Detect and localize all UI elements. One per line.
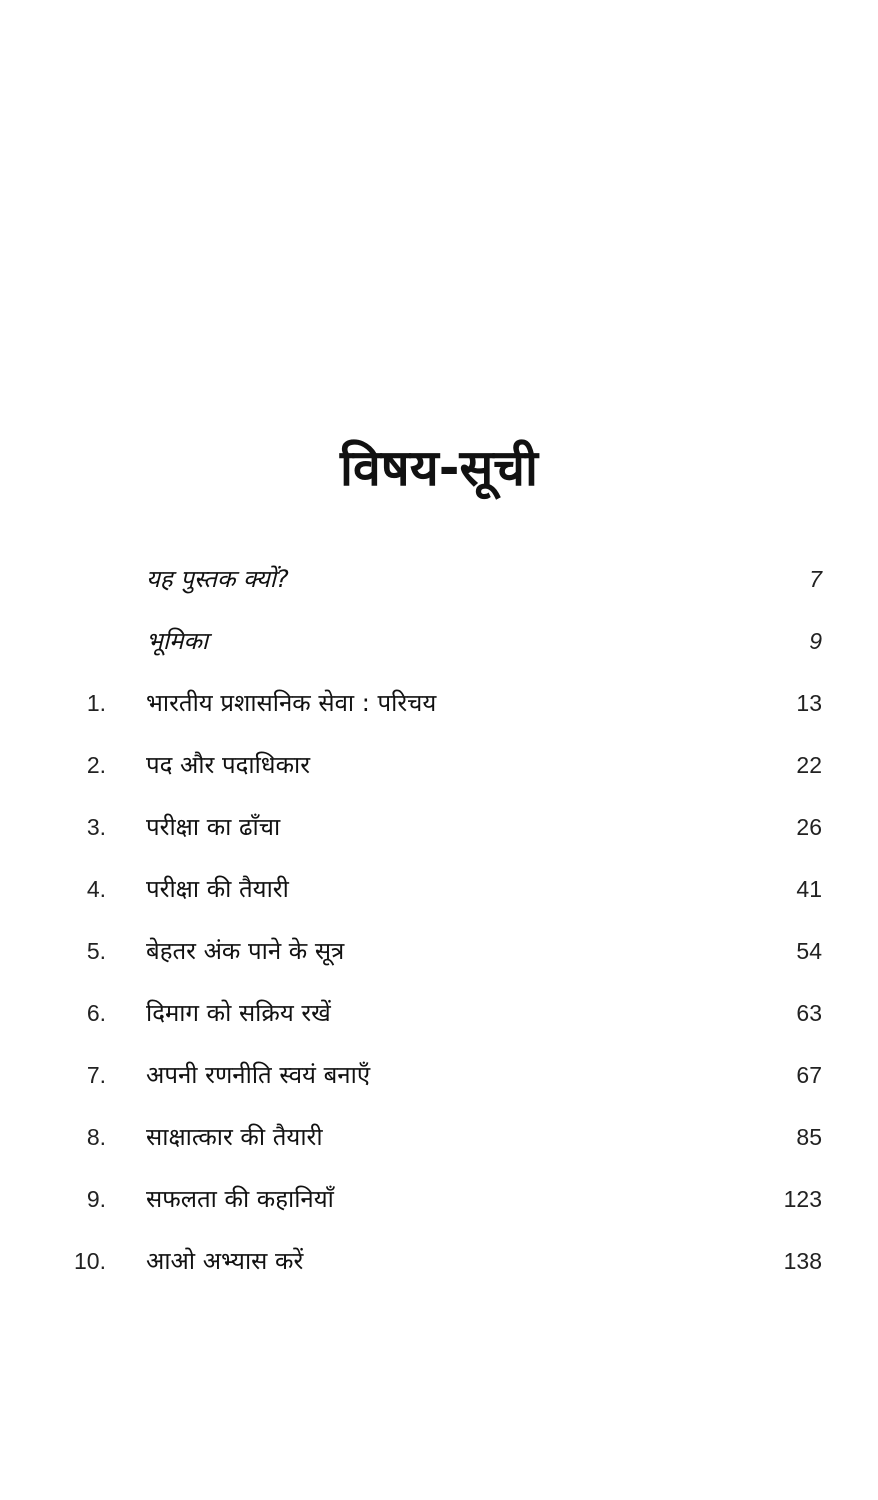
toc-entry-title: बेहतर अंक पाने के सूत्र (146, 937, 345, 965)
toc-entry-page: 41 (796, 876, 822, 902)
toc-entry-page: 85 (796, 1124, 822, 1150)
toc-entry-page: 138 (783, 1248, 822, 1274)
toc-entry-page: 67 (796, 1062, 822, 1088)
toc-entry-page: 26 (796, 814, 822, 840)
toc-entry-preface (0, 548, 878, 610)
toc-entry-chapter-5 (0, 920, 878, 982)
toc-entry-chapter-7 (0, 1044, 878, 1106)
toc-entry-title: दिमाग को सक्रिय रखें (146, 999, 331, 1027)
toc-entry-title: अपनी रणनीति स्वयं बनाएँ (146, 1061, 371, 1089)
page-title: विषय-सूची (340, 439, 538, 497)
toc-entry-chapter-1 (0, 672, 878, 734)
table-of-contents (0, 548, 878, 1292)
toc-entry-number: 3. (86, 814, 106, 840)
toc-entry-page: 123 (783, 1186, 822, 1212)
toc-entry-page: 22 (796, 752, 822, 778)
toc-entry-number: 9. (86, 1186, 106, 1212)
toc-entry-title: परीक्षा की तैयारी (146, 875, 289, 903)
toc-entry-page: 54 (796, 938, 822, 964)
toc-entry-number: 4. (86, 876, 106, 902)
toc-entry-chapter-6 (0, 982, 878, 1044)
toc-entry-title: यह पुस्तक क्यों? (146, 565, 289, 593)
toc-entry-page: 13 (796, 690, 822, 716)
toc-entry-introduction (0, 610, 878, 672)
toc-entry-title: पद और पदाधिकार (146, 751, 311, 779)
toc-entry-title: भूमिका (146, 627, 209, 655)
toc-entry-number: 7. (86, 1062, 106, 1088)
toc-entry-title: आओ अभ्यास करें (146, 1247, 304, 1275)
toc-entry-chapter-4 (0, 858, 878, 920)
toc-entry-number: 6. (86, 1000, 106, 1026)
toc-entry-chapter-2 (0, 734, 878, 796)
toc-entry-title: भारतीय प्रशासनिक सेवा : परिचय (146, 689, 437, 717)
toc-entry-page: 7 (809, 566, 822, 592)
toc-entry-title: साक्षात्कार की तैयारी (146, 1123, 323, 1151)
toc-entry-title: परीक्षा का ढाँचा (146, 813, 281, 841)
toc-entry-chapter-9 (0, 1168, 878, 1230)
toc-entry-chapter-3 (0, 796, 878, 858)
toc-entry-number: 1. (86, 690, 106, 716)
toc-entry-page: 9 (809, 628, 822, 654)
toc-entry-chapter-8 (0, 1106, 878, 1168)
toc-entry-number: 8. (86, 1124, 106, 1150)
toc-entry-number: 5. (86, 938, 106, 964)
toc-entry-number: 2. (86, 752, 106, 778)
toc-entry-chapter-10 (0, 1230, 878, 1292)
toc-entry-number: 10. (74, 1248, 106, 1274)
toc-entry-page: 63 (796, 1000, 822, 1026)
toc-entry-title: सफलता की कहानियाँ (146, 1185, 334, 1213)
